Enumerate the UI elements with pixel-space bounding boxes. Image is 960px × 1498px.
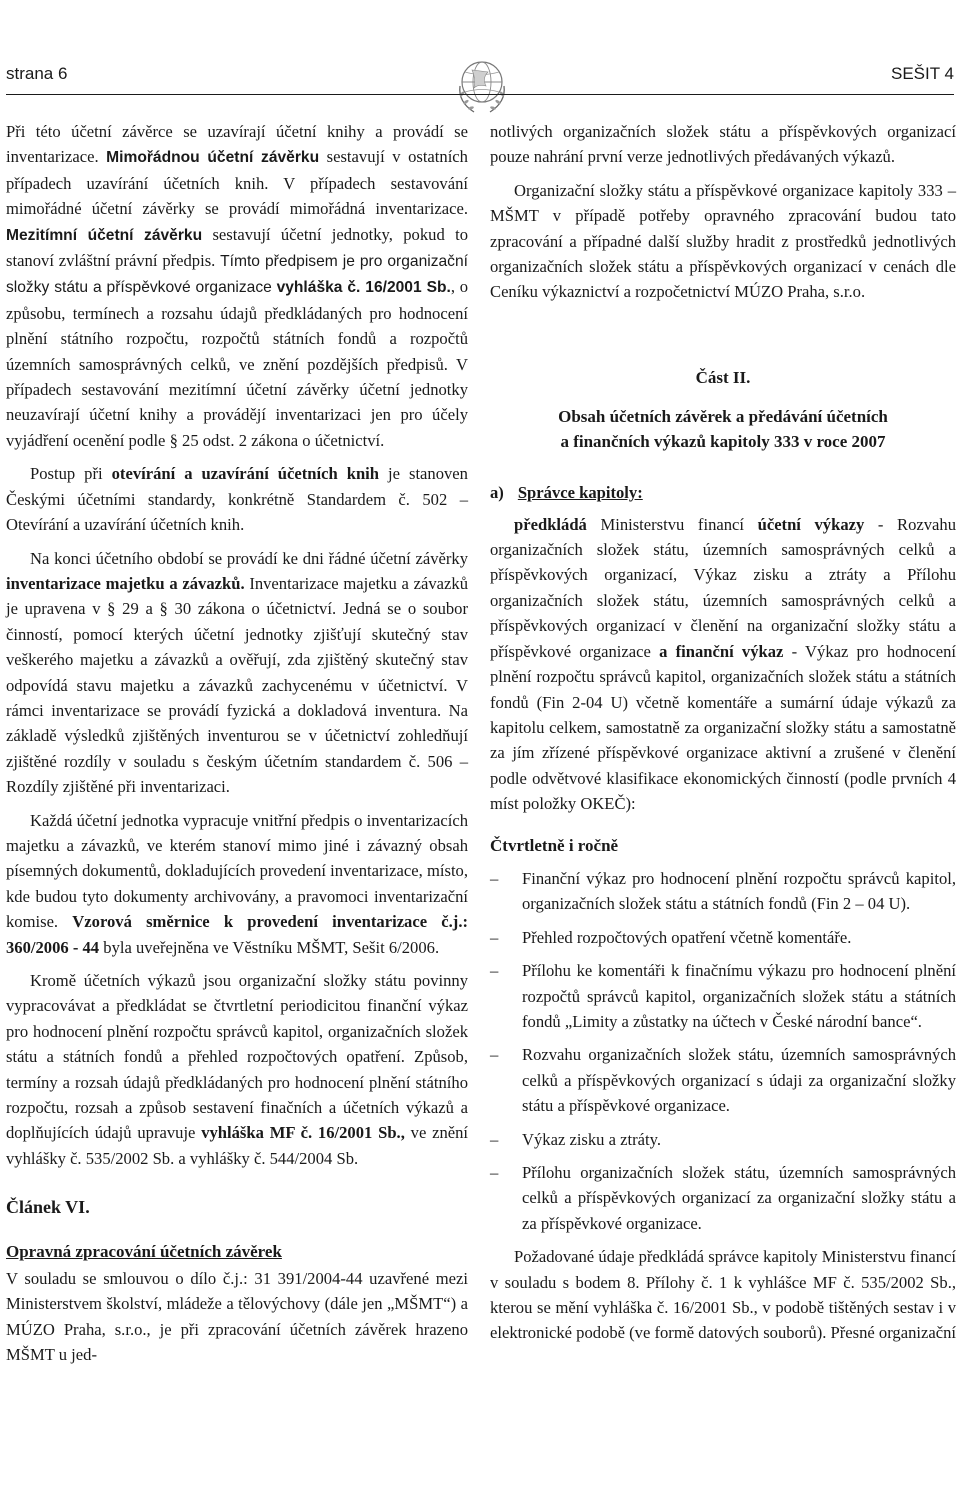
list-item: – Přílohu ke komentáři k finačnímu výkazu pro hodnocení plnění rozpočtů správců kapitol, organizačních složek státu a státních fondů „Limity a zůstatky na účtech v České národní bance“.: [490, 961, 956, 1031]
article-heading: Článek VI.: [6, 1197, 90, 1218]
right-column: [490, 119, 956, 1354]
list-item: – Finanční výkaz pro hodnocení plnění rozpočtu správců kapitol, organizačních složek státu a státních fondů (Fin 2 – 04 U).: [490, 868, 956, 914]
globe-laurel-icon: [452, 52, 512, 118]
paragraph: Požadované údaje předkládá správce kapitoly Ministerstvu financí v souladu s bodem 8. Přílohy č. 1 k vyhlášce MF č. 535/2002 Sb., kterou se mění vyhláška č. 16/2001 Sb., v podobě tištěných sestav i v elektronické podobě (ve formě datových souborů). Přesné organizační: [490, 1247, 957, 1343]
paragraph: Postup při otevírání a uzavírání účetních knih je stanoven Českými účetními standardy, konkrétně Standardem č. 502 – Otevírání a uzavírání účetních knih.: [6, 464, 468, 535]
paragraph: Každá účetní jednotka vypracuje vnitřní předpis o inventarizacích majetku a závazků, ve kterém stanoví mimo jiné i závazný obsah písemných dokumentů, dokladujících provedení inventarizace, místo, kde budou tyto dokumenty archivovány, a pravomoci inventarizační komise. Vzorová směrnice k provedení inventarizace č.j.: 360/2006 - 44 byla uveřejněna ve Věstníku MŠMT, Sešit 6/2006.: [6, 810, 468, 957]
report-list: [490, 866, 956, 1236]
section-heading: Opravná zpracování účetních závěrek: [6, 1241, 282, 1261]
paragraph: předkládá Ministerstvu financí účetní výkazy - Rozvahu organizačních složek státu, územních samosprávných celků a příspěvkových organizací, Výkaz zisku a ztráty a Přílohu organizačních složek státu, územních samosprávných celků a příspěvkových organizací v členění na organizační složky státu a příspěvkové organizace a finanční výkaz - Výkaz pro hodnocení plnění rozpočtu správců kapitol, organizačních složek státu a státních fondů (Fin 2-04 U) včetně komentáře a sumární údaje výkazů za kapitolu celkem, samostatně za organizační složky státu a samostatně za jím zřízené příspěvkové organizace aktivní a zrušené v členění podle odvětvové klasifikace ekonomických činností (podle prvních 4 míst položky OKEČ):: [490, 514, 956, 814]
paragraph: Na konci účetního období se provádí ke dni řádné účetní závěrky inventarizace majetku a závazků. Inventarizace majetku a závazků je upravena v § 29 a § 30 zákona o účetnictví. Jedná se o soubor činností, pomocí kterých účetní jednotky zjišťují skutečný stav veškerého majetku a závazků a ověřují, zda zjištěný skutečný stav odpovídá stavu majetku a závazků zachycenému v účetnictví. V rámci inventarizace se provádí fyzická a dokladová inventura. Na základě výsledků zjištěných inventurou se v účetnictví zohledňují zjištěné rozdíly v souladu s českým účetním standardem č. 506 – Rozdíly zjištěné při inventarizaci.: [6, 548, 468, 797]
list-item: – Rozvahu organizačních složek státu, územních samosprávných celků a příspěvkových organizací s údaji za organizační složky státu a příspěvkové organizace.: [490, 1045, 956, 1116]
frequency-heading: Čtvrtletně i ročně: [490, 835, 619, 855]
subsection-heading: a) Správce kapitoly:: [490, 483, 643, 503]
paragraph: notlivých organizačních složek státu a příspěvkových organizací pouze nahrání první verze jednotlivých předávaných výkazů.: [490, 122, 956, 167]
paragraph: V souladu se smlouvou o dílo č.j.: 31 391/2004-44 uzavřené mezi Ministerstvem školství, mládeže a tělovýchovy (dále jen „MŠMT“) a MÚZO Praha, s.r.o., je při zpracování účetních závěrek hrazeno MŠMT u jed-: [6, 1269, 468, 1365]
page-header: [6, 52, 954, 92]
page-number: strana 6: [6, 64, 68, 83]
list-item: – Výkaz zisku a ztráty.: [490, 1129, 661, 1149]
list-item: – Přehled rozpočtových opatření včetně komentáře.: [490, 927, 852, 947]
left-column: [6, 119, 468, 1376]
paragraph: Kromě účetních výkazů jsou organizační složky státu povinny vypracovávat a předkládat se čtvrtletní periodicitou finanční výkaz pro hodnocení plnění rozpočtu správců kapitol, organizačních složek státu a státních fondů a přehled rozpočtových opatření. Způsob, termíny a rozsah údajů předkládaných pro hodnocení plnění státního rozpočtu, rozsah a způsob sestavení finačních a účetních výkazů a doplňujících údajů upravuje vyhláška MF č. 16/2001 Sb., ve znění vyhlášky č. 535/2002 Sb. a vyhlášky č. 544/2004 Sb.: [6, 971, 469, 1168]
paragraph: Organizační složky státu a příspěvkové organizace kapitoly 333 – MŠMT v případě potřeby opravného zpracování budou tato zpracování a případné další služby hradit z prostředků jednotlivých organizačních složek státu a příspěvkových organizací v cenách dle Ceníku výkaznictví a rozpočetnictví MÚZO Praha, s.r.o.: [490, 180, 956, 302]
paragraph: Při této účetní závěrce se uzavírají účetní knihy a provádí se inventarizace. Mimořádnou účetní závěrku sestavují v ostatních případech uzavírání účetních knih. V případech sestavování mimořádné účetní závěrky se provádí mimořádná inventarizace. Mezitímní účetní závěrku sestavují účetní jednotky, pokud to stanoví zvláštní právní předpis. Tímto předpisem je pro organizační složky státu a příspěvkové organizace vyhláška č. 16/2001 Sb., o způsobu, termínech a rozsahu údajů předkládaných pro hodnocení plnění státního rozpočtu, rozpočtů státních fondů a rozpočtů územních samosprávných celků, ve znění pozdějších předpisů. V případech sestavování mezitímní účetní závěrky účetní jednotky neuzavírají účetní knihy a provádějí inventarizaci jen pro účely vyjádření ocenění podle § 25 odst. 2 zákona o účetnictví.: [6, 122, 469, 450]
part-heading: Část II.: [695, 367, 751, 387]
issue-label: SEŠIT 4: [891, 64, 954, 83]
list-item: – Přílohu organizačních složek státu, územních samosprávných celků a příspěvkových organizací za organizační složky státu a za příspěvkové organizace.: [490, 1163, 956, 1233]
header-rule: [6, 94, 954, 95]
part-title: Obsah účetních závěrek a předávání účetních a finančních výkazů kapitoly 333 v roce 2007: [558, 407, 888, 452]
